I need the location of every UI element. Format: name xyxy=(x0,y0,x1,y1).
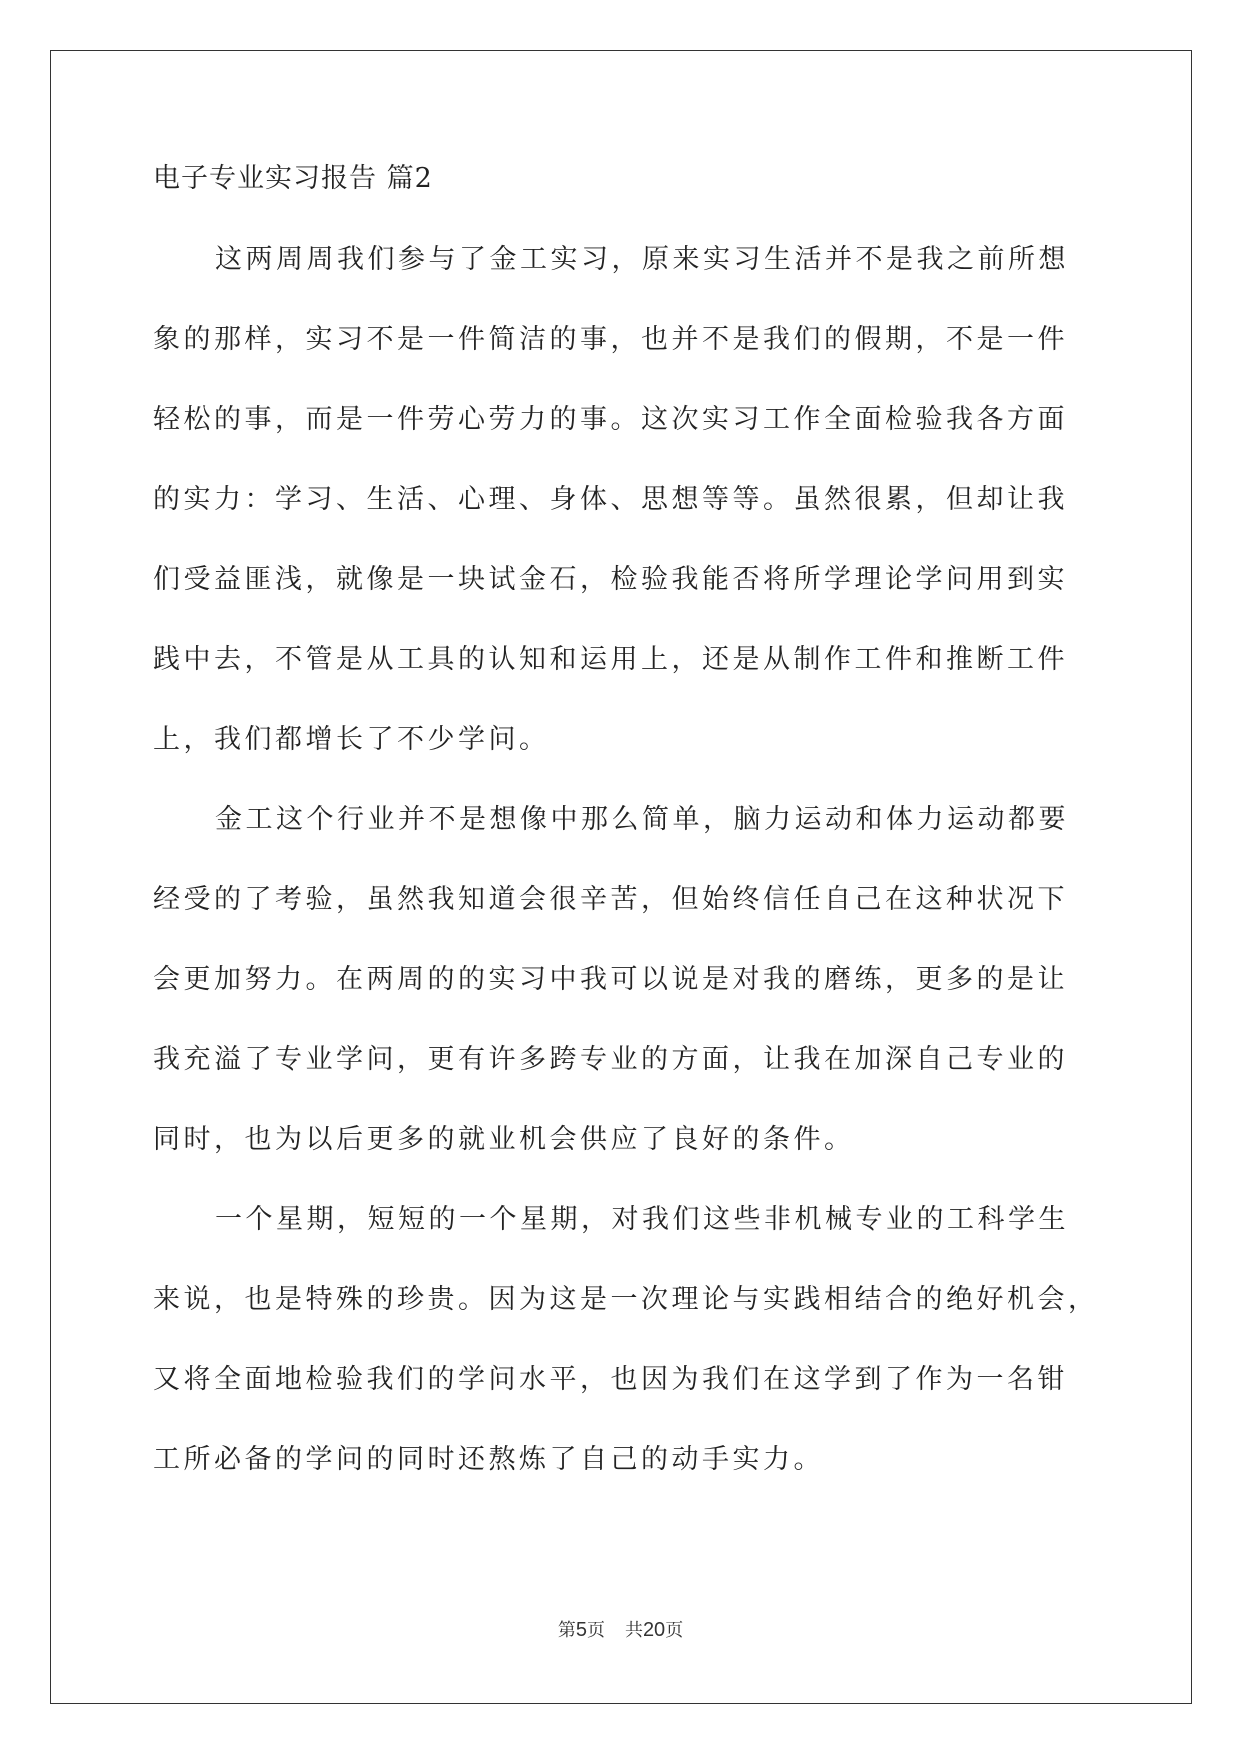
paragraph-line: 同时，也为以后更多的就业机会供应了良好的条件。 xyxy=(153,1124,855,1155)
total-suffix: 页 xyxy=(665,1620,684,1641)
paragraph-line: 经受的了考验，虽然我知道会很辛苦，但始终信任自己在这种状况下 xyxy=(153,884,1068,915)
total-pages: 20 xyxy=(642,1619,666,1641)
paragraph-line: 这两周周我们参与了金工实习，原来实习生活并不是我之前所想 xyxy=(215,244,1069,275)
page-suffix: 页 xyxy=(586,1620,605,1641)
paragraph-line: 轻松的事，而是一件劳心劳力的事。这次实习工作全面检验我各方面 xyxy=(153,404,1068,435)
paragraph-line: 上，我们都增长了不少学问。 xyxy=(153,724,550,755)
paragraph-line: 又将全面地检验我们的学问水平，也因为我们在这学到了作为一名钳 xyxy=(153,1364,1068,1395)
paragraph-line: 金工这个行业并不是想像中那么简单，脑力运动和体力运动都要 xyxy=(215,804,1069,835)
page-prefix: 第 xyxy=(557,1620,576,1641)
paragraph-line: 践中去，不管是从工具的认知和运用上，还是从制作工件和推断工件 xyxy=(153,644,1068,675)
page-number: 5 xyxy=(575,1619,587,1641)
paragraph-line: 的实力：学习、生活、心理、身体、思想等等。虽然很累，但却让我 xyxy=(153,484,1068,515)
total-prefix: 共 xyxy=(624,1620,643,1641)
paragraph-1 xyxy=(153,220,1093,780)
paragraph-line: 象的那样，实习不是一件简洁的事，也并不是我们的假期，不是一件 xyxy=(153,324,1068,355)
paragraph-2 xyxy=(153,780,1093,1180)
paragraph-line: 一个星期，短短的一个星期，对我们这些非机械专业的工科学生 xyxy=(215,1204,1069,1235)
paragraph-line: 们受益匪浅，就像是一块试金石，检验我能否将所学理论学问用到实 xyxy=(153,564,1068,595)
paragraph-3 xyxy=(153,1180,1099,1500)
paragraph-line: 会更加努力。在两周的的实习中我可以说是对我的磨练，更多的是让 xyxy=(153,964,1068,995)
document-heading: 电子专业实习报告 篇2 xyxy=(153,163,433,194)
page-footer xyxy=(0,1616,1241,1642)
paragraph-line: 来说，也是特殊的珍贵。因为这是一次理论与实践相结合的绝好机会， xyxy=(153,1284,1099,1315)
paragraph-line: 工所必备的学问的同时还熬炼了自己的动手实力。 xyxy=(153,1444,824,1475)
paragraph-line: 我充溢了专业学问，更有许多跨专业的方面，让我在加深自己专业的 xyxy=(153,1044,1068,1075)
document-body xyxy=(153,160,1099,1500)
